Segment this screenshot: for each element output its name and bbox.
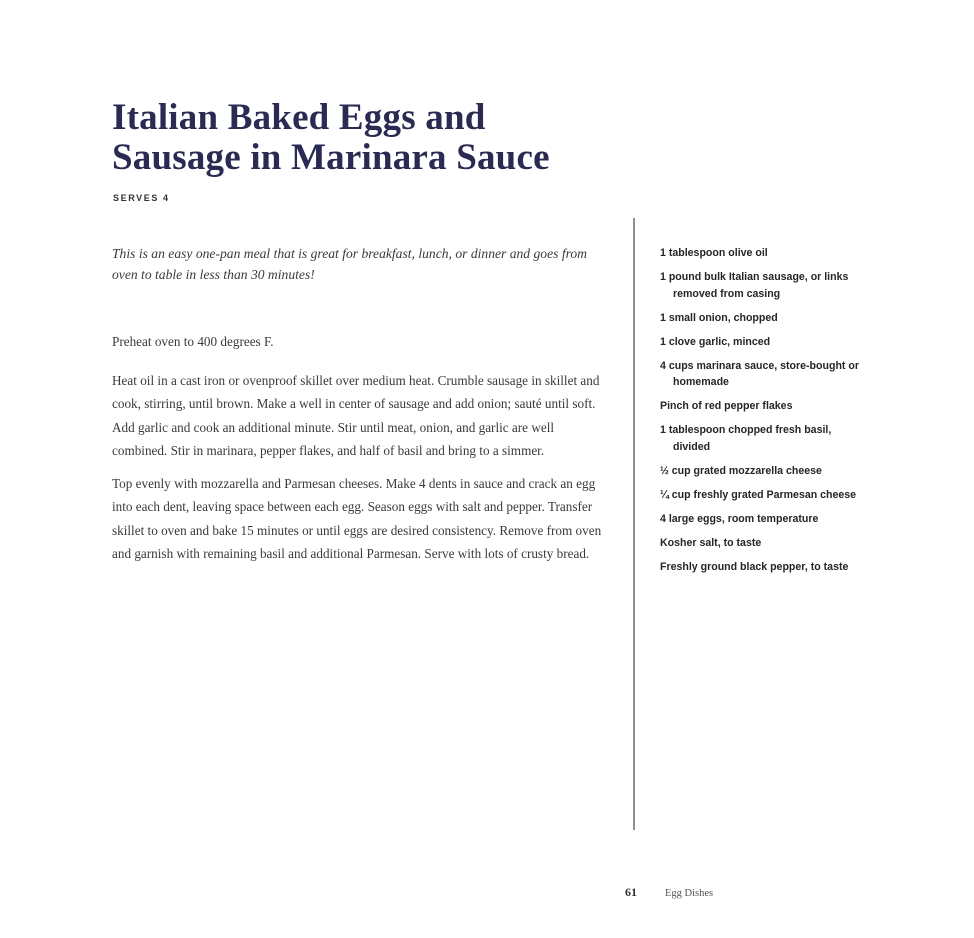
ingredient-item: 1 tablespoon olive oil	[660, 247, 768, 259]
ingredient-item: 1 pound bulk Italian sausage, or links removed from casing	[660, 271, 849, 300]
ingredient-item: 1 small onion, chopped	[660, 311, 778, 324]
recipe-title-line-1: Italian Baked Eggs and	[112, 97, 486, 138]
ingredient-item: ½ cup grated mozzarella cheese	[660, 464, 822, 477]
ingredient-item: 1 clove garlic, minced	[660, 335, 771, 348]
page-number: 61	[625, 885, 637, 899]
recipe-intro: This is an easy one-pan meal that is great for breakfast, lunch, or dinner and goes from oven to table in less than 30 minutes!	[112, 246, 587, 282]
ingredient-item: Kosher salt, to taste	[660, 536, 762, 549]
ingredient-item: Pinch of red pepper flakes	[660, 400, 793, 412]
page-footer	[625, 885, 713, 900]
column-divider	[633, 218, 635, 830]
method-step-3: Top evenly with mozzarella and Parmesan cheeses. Make 4 dents in sauce and crack an egg into each dent, leaving space between each egg. Season eggs with salt and pepper. Transfer skillet to oven and bake 15 minutes or until eggs are desired consistency. Remove from oven and garnish with remaining basil and additional Parmesan. Serve with lots of crusty bread.	[112, 475, 602, 561]
ingredient-item: Freshly ground black pepper, to taste	[660, 560, 849, 573]
serves-label: SERVES 4	[113, 193, 170, 203]
ingredient-item: ¼ cup freshly grated Parmesan cheese	[660, 488, 857, 501]
ingredient-item: 4 large eggs, room temperature	[660, 512, 819, 525]
ingredient-item: 4 cups marinara sauce, store-bought or homemade	[660, 359, 859, 388]
ingredient-list	[660, 245, 860, 583]
section-name: Egg Dishes	[665, 888, 714, 899]
method-step-1: Preheat oven to 400 degrees F.	[112, 334, 274, 349]
recipe-method	[112, 330, 610, 575]
method-step-2: Heat oil in a cast iron or ovenproof skillet over medium heat. Crumble sausage in skillet and cook, stirring, until brown. Make a well in center of sausage and add onion; sauté until soft. Add garlic and cook an additional minute. Stir until meat, onion, and garlic are well combined. Stir in marinara, pepper flakes, and half of basil and bring to a simmer.	[112, 372, 600, 458]
recipe-title	[112, 98, 550, 178]
ingredient-item: 1 tablespoon chopped fresh basil, divided	[660, 424, 832, 453]
recipe-title-line-2: Sausage in Marinara Sauce	[112, 137, 550, 178]
